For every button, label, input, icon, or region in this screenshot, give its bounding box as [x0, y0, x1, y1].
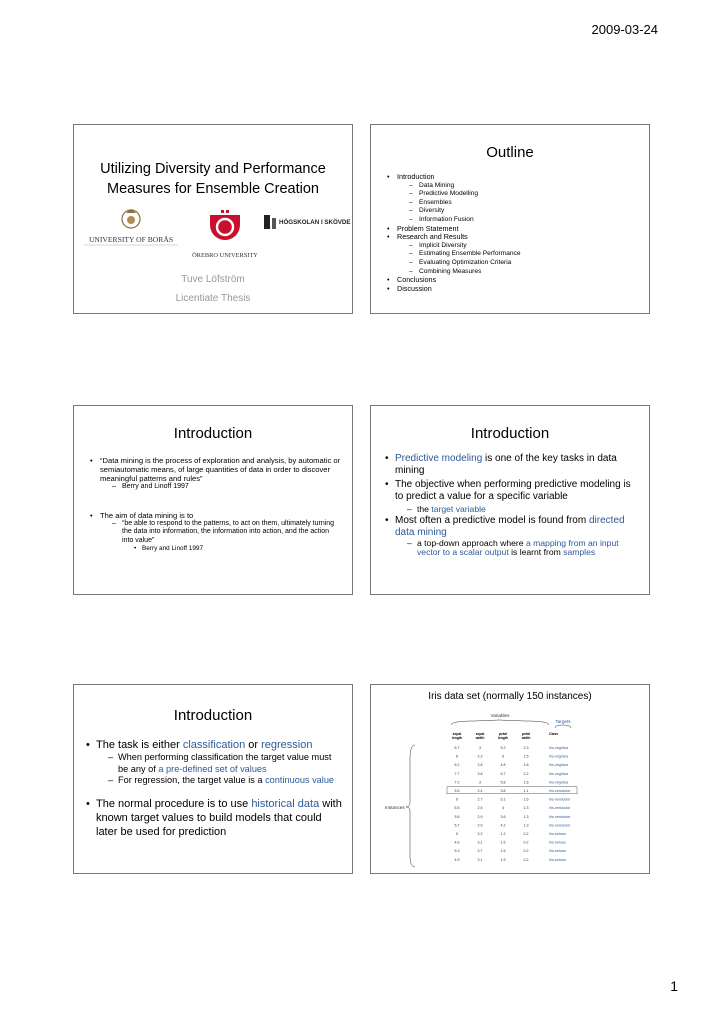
- slide-title-outline: Outline: [486, 144, 534, 161]
- bullet-quote-1: • “Data mining is the process of exploration and analysis, by automatic or semiautomatic means, of large quantities of data in order to discover meaningful patterns and rules” – Berry and Linoff 1997: [90, 456, 342, 491]
- iris-value-cell: 3.6: [500, 814, 506, 819]
- iris-value-cell: 1.5: [500, 840, 506, 845]
- iris-value-cell: 2.9: [477, 823, 483, 828]
- logo-boras-text: UNIVERSITY OF BORÅS: [88, 235, 174, 244]
- outline-subitem: – Predictive Modelling: [409, 190, 641, 199]
- variables-label: Variables: [490, 713, 510, 718]
- iris-value-cell: 1.3: [523, 814, 529, 819]
- slide-title-intro-1: Introduction: [173, 425, 253, 442]
- iris-value-cell: 5.5: [454, 789, 460, 793]
- iris-header: [452, 732, 558, 740]
- instances-label: Instances: [385, 805, 405, 810]
- slide-introduction-2: [370, 405, 650, 595]
- slide-title: [73, 124, 353, 314]
- skovde-logo-icon: [264, 215, 276, 229]
- iris-value-cell: 7.7: [454, 771, 460, 776]
- slide-title-intro-2: Introduction: [470, 425, 550, 442]
- iris-value-cell: 4: [502, 806, 504, 811]
- instances-brace: [406, 745, 415, 867]
- iris-value-cell: 5: [456, 832, 458, 836]
- iris-value-cell: 1.3: [523, 823, 529, 828]
- university-logos: [74, 207, 353, 267]
- iris-value-cell: 3.1: [477, 840, 483, 845]
- iris-class-cell: Iris-versicolor: [549, 814, 571, 819]
- iris-value-cell: 5.1: [500, 797, 506, 802]
- outline-item: • Research and Results – Implicit Diversity – Estimating Ensemble Performance – Evaluating Optimization Criteria – Combining Measures: [387, 233, 641, 276]
- iris-value-cell: 5.6: [454, 814, 460, 819]
- page-number: 1: [670, 978, 678, 994]
- iris-value-cell: 3.1: [477, 857, 483, 862]
- iris-value-cell: 4.2: [500, 823, 506, 828]
- iris-value-cell: 5.5: [454, 806, 460, 811]
- bullet-directed: • Most often a predictive model is found from directed data mining – a top-down approach where a mapping from an input vector to a scalar output is learnt from samples: [385, 515, 639, 558]
- iris-value-cell: 3.7: [477, 849, 483, 854]
- iris-value-cell: 4.9: [454, 857, 460, 862]
- iris-table: [371, 709, 650, 869]
- iris-value-cell: 2.8: [477, 763, 483, 768]
- outline-subitem: – Ensembles: [409, 199, 641, 208]
- iris-value-cell: 7.2: [454, 780, 460, 785]
- iris-value-cell: 2.5: [477, 806, 483, 811]
- iris-class-cell: Iris-virginica: [549, 763, 569, 768]
- iris-class-cell: Iris-setosa: [549, 857, 566, 862]
- outline-item: • Introduction – Data Mining – Predictive Modelling – Ensembles – Diversity – Information Fusion: [387, 173, 641, 225]
- iris-value-cell: 1.3: [523, 806, 529, 811]
- bullet-objective: • The objective when performing predictive modeling is to predict a value for a specific variable – the target variable: [385, 479, 639, 515]
- outline-item: • Discussion: [387, 285, 641, 294]
- iris-value-cell: 5.2: [500, 746, 506, 750]
- slide-introduction-3: [73, 684, 353, 874]
- slide-introduction-1: [73, 405, 353, 595]
- iris-value-cell: 5.7: [454, 823, 460, 828]
- iris-value-cell: 6.7: [454, 746, 460, 750]
- iris-value-cell: 1.6: [523, 797, 529, 802]
- iris-value-cell: 1.5: [523, 754, 529, 759]
- iris-value-cell: 2.9: [477, 814, 483, 819]
- iris-class-cell: Iris-setosa: [549, 849, 566, 854]
- thesis-title-line1: Utilizing Diversity and Performance: [100, 161, 326, 177]
- thesis-type: Licentiate Thesis: [175, 293, 251, 304]
- iris-value-cell: 6.7: [500, 771, 506, 776]
- thesis-title-line2: Measures for Ensemble Creation: [107, 181, 319, 197]
- iris-class-cell: Iris-virginica: [549, 746, 569, 750]
- iris-value-cell: 5.8: [500, 780, 506, 785]
- iris-value-cell: 3.8: [500, 789, 506, 793]
- outline-item: • Conclusions: [387, 276, 641, 285]
- iris-class-cell: Iris-versicolor: [549, 797, 571, 802]
- iris-value-cell: 1.6: [523, 780, 529, 785]
- iris-value-cell: 6.2: [454, 763, 460, 768]
- iris-column-header: Class: [549, 732, 559, 736]
- iris-column-header: petal width: [521, 732, 531, 740]
- logos-svg: [74, 207, 353, 267]
- thesis-title: [74, 159, 352, 199]
- slide-outline: [370, 124, 650, 314]
- iris-class-cell: Iris-setosa: [549, 840, 566, 845]
- iris-value-cell: 1.5: [500, 849, 506, 854]
- iris-class-cell: Iris-virginica: [549, 780, 569, 785]
- iris-value-cell: 6: [456, 754, 458, 759]
- author-name: Tuve Löfström: [181, 274, 245, 285]
- targets-label: Targets: [555, 719, 571, 724]
- bullet-predictive-modeling: • Predictive modeling is one of the key tasks in data mining: [385, 453, 639, 477]
- slide-title-iris: Iris data set (normally 150 instances): [428, 691, 592, 702]
- iris-value-cell: 5.3: [454, 849, 460, 854]
- variables-brace: [451, 720, 549, 725]
- outline-item: • Problem Statement: [387, 225, 641, 234]
- iris-value-cell: 2.2: [477, 754, 483, 759]
- outline-subitem: – Estimating Ensemble Performance: [409, 250, 641, 259]
- iris-class-cell: Iris-versicolor: [549, 789, 571, 793]
- iris-value-cell: 1.8: [523, 763, 529, 768]
- iris-rows: [447, 746, 577, 862]
- citation: – Berry and Linoff 1997: [112, 483, 342, 491]
- sub-top-down: – a top-down approach where a mapping from an input vector to a scalar output is learnt from samples: [407, 539, 639, 558]
- sub-classification: – When performing classification the target value must be any of a pre-defined set of values: [108, 752, 344, 775]
- bullet-historical: • The normal procedure is to use historical data with known target values to build models that could later be used for prediction: [86, 797, 344, 839]
- iris-value-cell: 1.5: [500, 857, 506, 862]
- iris-column-header: petal length: [497, 732, 509, 740]
- iris-class-cell: Iris-versicolor: [549, 806, 571, 811]
- iris-value-cell: 3: [479, 746, 481, 750]
- targets-brace: [555, 725, 571, 728]
- iris-value-cell: 0.2: [523, 857, 529, 862]
- iris-value-cell: 0.2: [523, 840, 529, 845]
- logo-orebro-text: ÖREBRO UNIVERSITY: [192, 252, 258, 259]
- iris-class-cell: Iris-virginica: [549, 771, 569, 776]
- iris-value-cell: 1.2: [500, 832, 506, 836]
- bullet-quote-2: – “be able to respond to the patterns, to act on them, ultimately turning the data into information, the information into action, and the action into value” • Berry and Linoff 1997: [112, 520, 342, 553]
- iris-value-cell: 3.2: [477, 832, 483, 836]
- iris-value-cell: 5: [502, 754, 504, 759]
- orebro-logo-icon: [210, 210, 240, 240]
- outline-subitem: – Data Mining: [409, 182, 641, 191]
- iris-value-cell: 2.3: [523, 746, 529, 750]
- outline-subitem: – Information Fusion: [409, 216, 641, 225]
- outline-subitem: – Implicit Diversity: [409, 242, 641, 251]
- iris-class-cell: Iris-setosa: [549, 832, 566, 836]
- slide-title-intro-3: Introduction: [173, 707, 253, 724]
- author-block: [74, 270, 352, 308]
- iris-class-cell: Iris-virginica: [549, 754, 569, 759]
- bullet-task: • The task is either classification or regression – When performing classification the target value must be any of a pre-defined set of values – For regression, the target value is a continuous value: [86, 738, 344, 787]
- iris-value-cell: 2.4: [477, 789, 483, 793]
- iris-value-cell: 4.6: [454, 840, 460, 845]
- iris-value-cell: 4.8: [500, 763, 506, 768]
- outline-subitem: – Diversity: [409, 207, 641, 216]
- iris-value-cell: 0.2: [523, 849, 529, 854]
- sub-regression: – For regression, the target value is a continuous value: [108, 775, 344, 787]
- iris-value-cell: 2.2: [523, 771, 529, 776]
- iris-column-header: sepal width: [475, 732, 485, 740]
- intro-3-body: [86, 738, 344, 839]
- iris-value-cell: 3.8: [477, 771, 483, 776]
- outline-subitem: – Combining Measures: [409, 268, 641, 277]
- logo-skovde-text: HÖGSKOLAN I SKÖVDE: [279, 219, 351, 226]
- header-date: 2009-03-24: [591, 22, 658, 37]
- bullet-aim: • The aim of data mining is to – “be able to respond to the patterns, to act on them, ultimately turning the data into information, the information into action, and the action into value” • Berry and Linoff 1997: [90, 511, 342, 553]
- iris-value-cell: 2.7: [477, 797, 483, 802]
- iris-class-cell: Iris-versicolor: [549, 823, 571, 828]
- iris-value-cell: 1.1: [523, 789, 529, 793]
- iris-value-cell: 6: [456, 797, 458, 802]
- citation: • Berry and Linoff 1997: [134, 545, 342, 553]
- slide-iris: [370, 684, 650, 874]
- boras-crest-icon: [122, 209, 140, 228]
- intro-1-body: [90, 456, 342, 553]
- iris-value-cell: 0.2: [523, 832, 529, 836]
- outline-list: [387, 173, 641, 293]
- outline-subitem: – Evaluating Optimization Criteria: [409, 259, 641, 268]
- iris-value-cell: 3: [479, 780, 481, 785]
- intro-2-body: [385, 453, 639, 558]
- sub-target-variable: – the target variable: [407, 505, 639, 515]
- iris-column-header: sepal length: [451, 732, 463, 740]
